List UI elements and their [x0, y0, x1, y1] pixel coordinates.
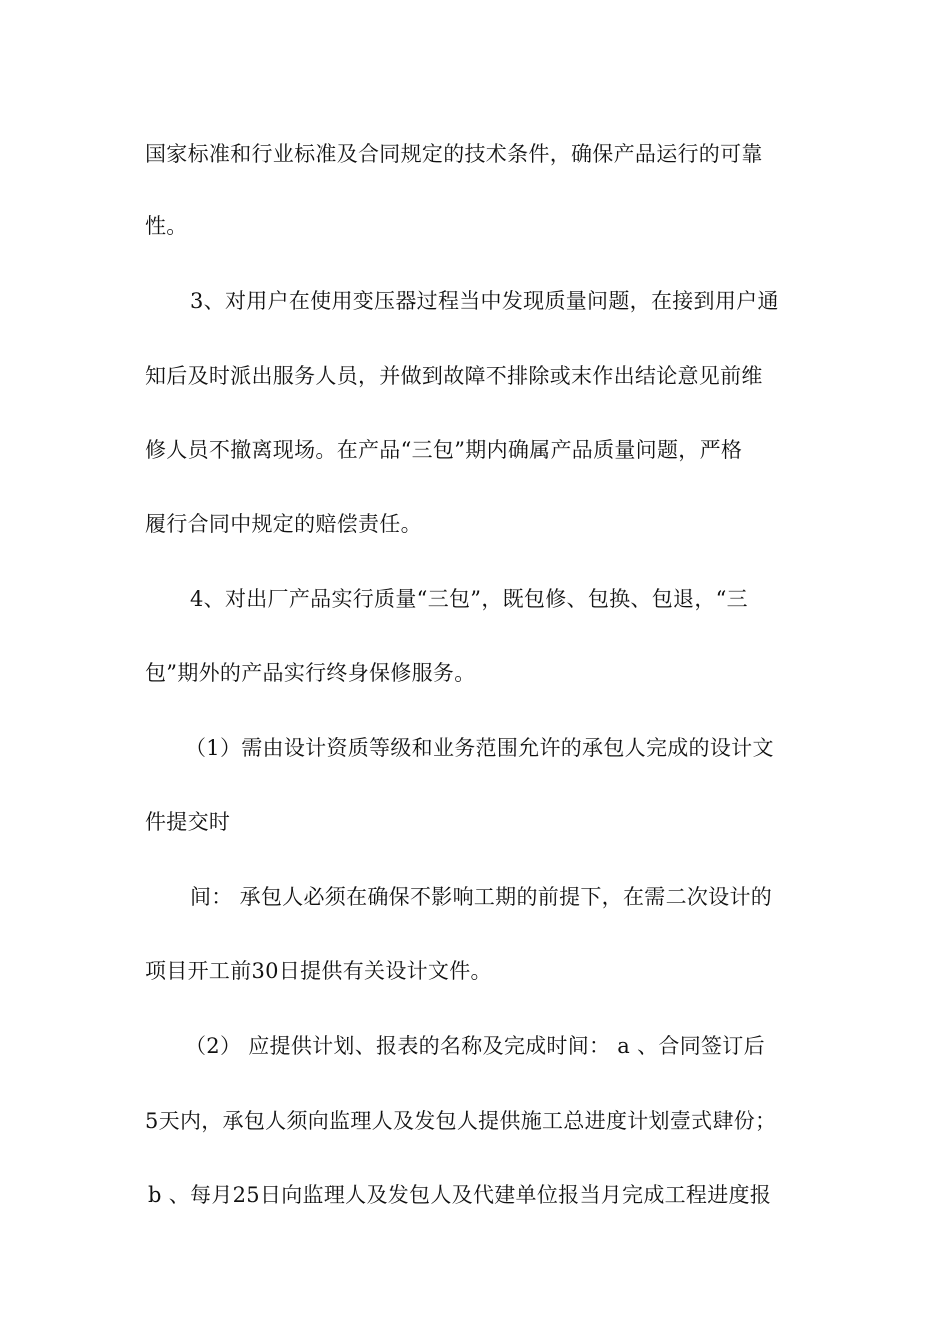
item-1-start: （1）需由设计资质等级和业务范围允许的承包人完成的设计文 — [185, 736, 774, 760]
text-line: 包”期外的产品实行终身保修服务。 — [145, 661, 476, 685]
paragraph-3-start: 3、对用户在使用变压器过程当中发现质量问题，在接到用户通 — [190, 289, 779, 313]
paragraph-4-start: 4、对出厂产品实行质量“三包”，既包修、包换、包退，“三 — [190, 587, 748, 611]
text-line: 国家标准和行业标准及合同规定的技术条件，确保产品运行的可靠 — [145, 142, 763, 166]
item-2-start: （2） 应提供计划、报表的名称及完成时间： a 、合同签订后 — [185, 1034, 765, 1058]
text-line: 修人员不撤离现场。在产品“三包”期内确属产品质量问题，严格 — [145, 438, 743, 462]
text-line: 知后及时派出服务人员，并做到故障不排除或末作出结论意见前维 — [145, 364, 763, 388]
text-line: 性。 — [145, 214, 188, 238]
text-line: 间： 承包人必须在确保不影响工期的前提下，在需二次设计的 — [190, 885, 773, 909]
text-line: b 、每月25日向监理人及发包人及代建单位报当月完成工程进度报 — [148, 1183, 772, 1207]
text-line: 项目开工前30日提供有关设计文件。 — [145, 959, 492, 983]
text-line: 5天内，承包人须向监理人及发包人提供施工总进度计划壹式肆份； — [145, 1109, 777, 1133]
text-line: 件提交时 — [145, 810, 231, 834]
text-line: 履行合同中规定的赔偿责任。 — [145, 512, 422, 536]
